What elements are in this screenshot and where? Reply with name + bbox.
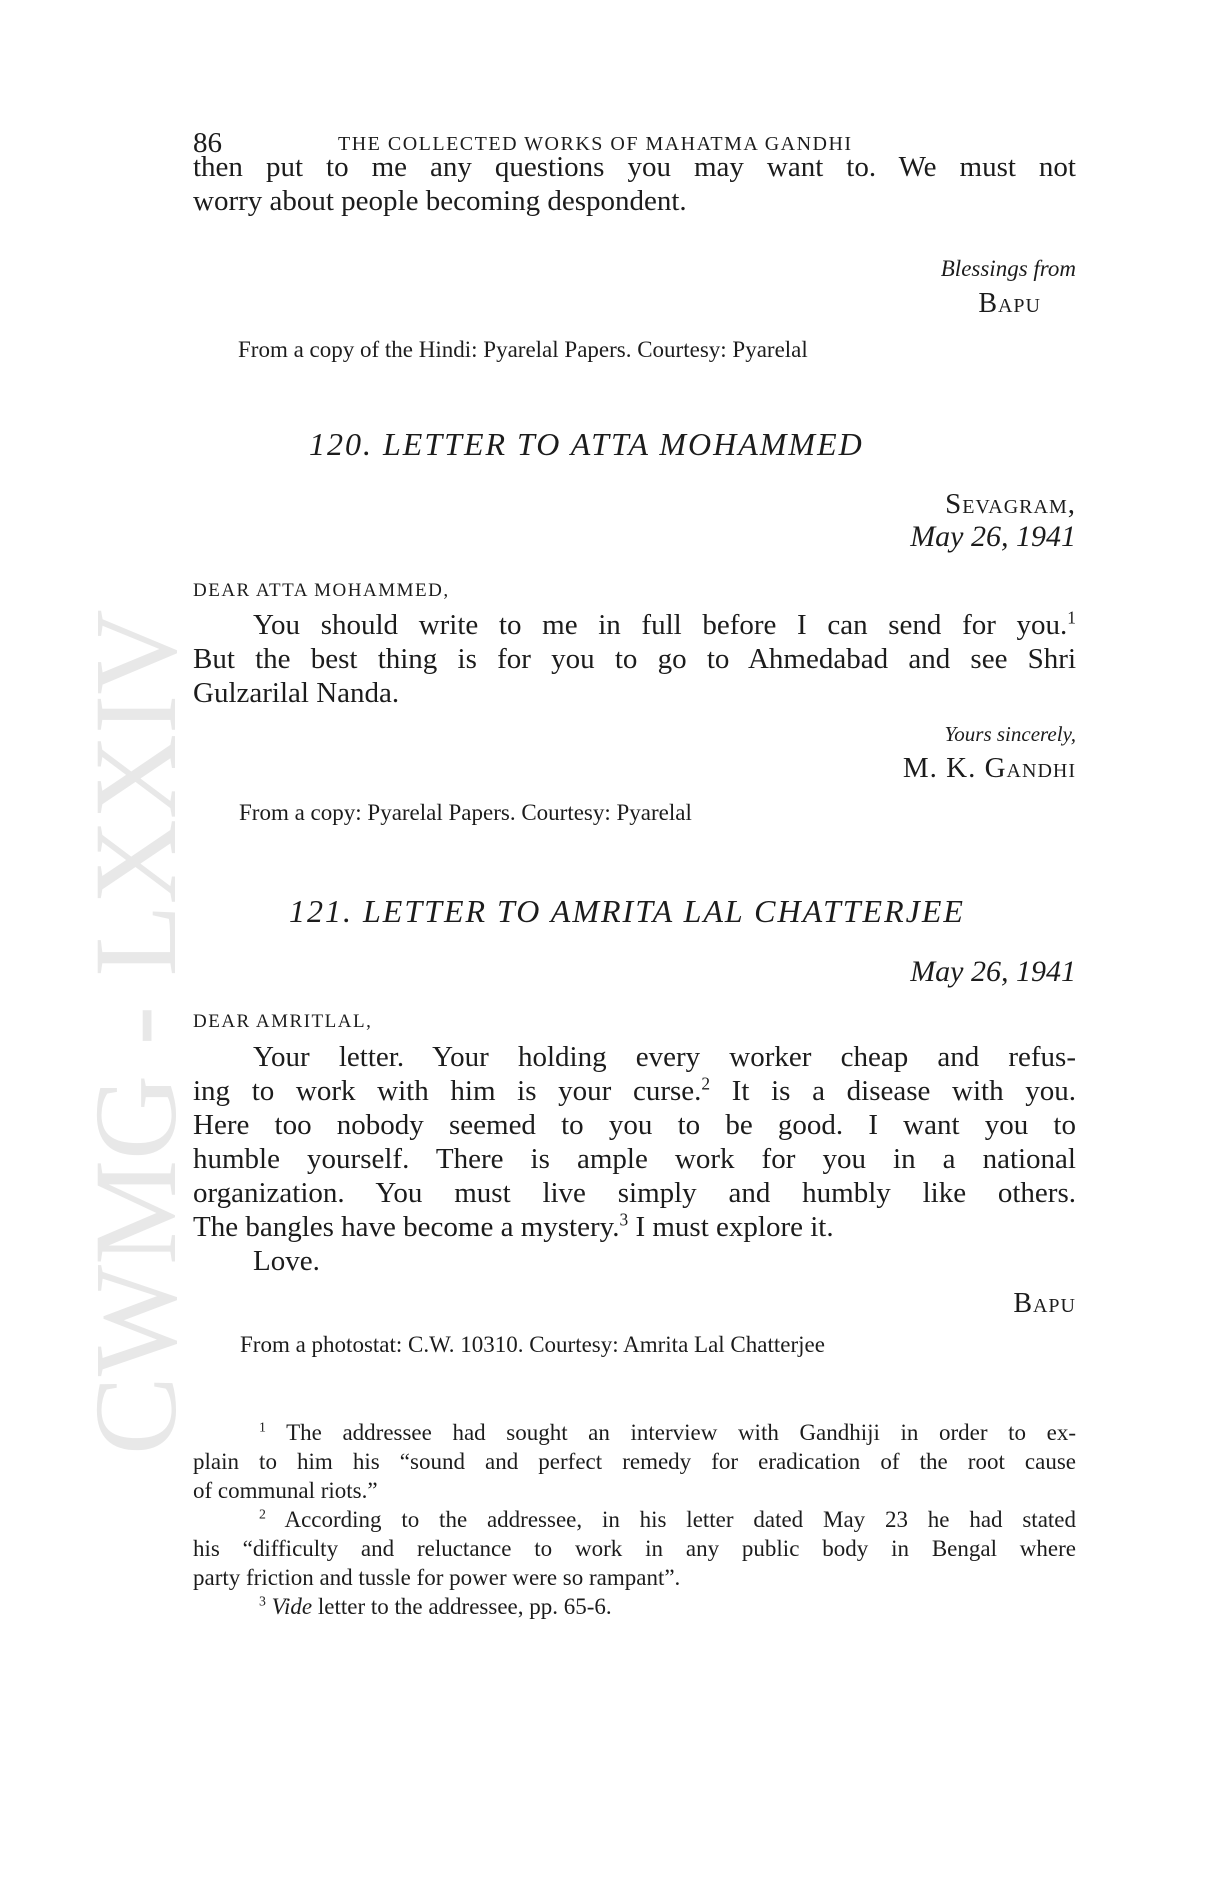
footnote-1-mark: 1 [259, 1419, 266, 1435]
footnotes [193, 1418, 1076, 1621]
letter-120-source: From a copy: Pyarelal Papers. Courtesy: Pyarelal [239, 800, 692, 825]
footnote-2-line-3: party friction and tussle for power were so rampant”. [193, 1565, 681, 1590]
running-title: THE COLLECTED WORKS OF MAHATMA GANDHI [338, 133, 853, 155]
letter-121-line-3: Here too nobody seemed to you to be good. I want you to [193, 1109, 1076, 1141]
footnote-2 [193, 1505, 1076, 1592]
letter-121-line-6a: The bangles have become a mystery. [193, 1211, 620, 1243]
footnote-3-text: letter to the addressee, pp. 65-6. [312, 1594, 612, 1619]
footnote-2-line-2: his “difficulty and reluctance to work in any public body in Bengal where [193, 1536, 1076, 1561]
footnote-2-line-1 [193, 1505, 1076, 1534]
footnote-1-line-2: plain to him his “sound and perfect remedy for eradication of the root cause [193, 1449, 1076, 1474]
footnote-ref-2: 2 [701, 1073, 711, 1094]
letter-121-heading: 121. LETTER TO AMRITA LAL CHATTERJEE [289, 893, 965, 929]
letter-121-body [193, 1040, 1076, 1278]
continuation-line-2: worry about people becoming despondent. [193, 185, 687, 217]
letter-121-line-6 [193, 1210, 1076, 1244]
footnote-2-line-1-text: According to the addressee, in his letter dated May 23 he had stated [265, 1507, 1076, 1532]
letter-121-love: Love. [253, 1245, 320, 1277]
letter-121-line-1: Your letter. Your holding every worker cheap and refus- [253, 1041, 1076, 1073]
letter-120-salutation: DEAR ATTA MOHAMMED, [193, 580, 450, 601]
footnote-3-vide: Vide [271, 1594, 313, 1619]
footnote-ref-1: 1 [1067, 607, 1076, 628]
letter-121-date: May 26, 1941 [910, 955, 1076, 988]
letter-120-date: May 26, 1941 [910, 520, 1076, 553]
page-number: 86 [193, 127, 222, 159]
letter-120-line-1-text: You should write to me in full before I can send for you. [253, 609, 1068, 641]
letter-120-signature: M. K. Gandhi [902, 752, 1076, 784]
letter-120-heading: 120. LETTER TO ATTA MOHAMMED [309, 426, 864, 462]
letter-121-salutation: DEAR AMRITLAL, [193, 1011, 373, 1032]
letter-121-line-4: humble yourself. There is ample work for you in a national [193, 1143, 1076, 1175]
footnote-3 [193, 1592, 1076, 1621]
letter-121-signature: Bapu [1013, 1288, 1076, 1319]
continuation-line-1: then put to me any questions you may want to. We must not [193, 151, 1076, 183]
letter-120-line-3: Gulzarilal Nanda. [193, 677, 400, 709]
letter-121-line-2 [193, 1074, 1076, 1108]
watermark-text: CWMG - LXXIV [70, 609, 201, 1455]
letter-121-line-2b: It is a disease with you. [710, 1075, 1076, 1107]
footnote-ref-3: 3 [619, 1209, 629, 1230]
footnote-1 [193, 1418, 1076, 1505]
continuation-signature: Bapu [978, 288, 1041, 319]
footnote-1-line-3: of communal riots.” [193, 1478, 378, 1503]
continuation-source: From a copy of the Hindi: Pyarelal Papers. Courtesy: Pyarelal [238, 337, 808, 362]
letter-120-body [193, 608, 1076, 710]
letter-121-line-6b: I must explore it. [628, 1211, 834, 1243]
letter-120-place: Sevagram, [945, 488, 1076, 520]
footnote-3-mark: 3 [259, 1593, 266, 1609]
continuation-paragraph [193, 150, 1076, 218]
footnote-1-line-1 [193, 1418, 1076, 1447]
continuation-closing: Blessings from [940, 256, 1076, 281]
footnote-3-line-1 [193, 1592, 1076, 1621]
letter-120-line-1 [193, 608, 1076, 642]
letter-121-line-2a: ing to work with him is your curse. [193, 1075, 702, 1107]
letter-120-line-2: But the best thing is for you to go to Ahmedabad and see Shri [193, 643, 1076, 675]
cwmg-watermark [70, 400, 220, 1500]
letter-120-closing: Yours sincerely, [944, 722, 1076, 746]
footnote-1-line-1-text: The addressee had sought an interview with Gandhiji in order to ex- [265, 1420, 1076, 1445]
letter-121-source: From a photostat: C.W. 10310. Courtesy: Amrita Lal Chatterjee [240, 1332, 825, 1357]
footnote-2-mark: 2 [259, 1506, 266, 1522]
letter-121-line-5: organization. You must live simply and humbly like others. [193, 1177, 1076, 1209]
